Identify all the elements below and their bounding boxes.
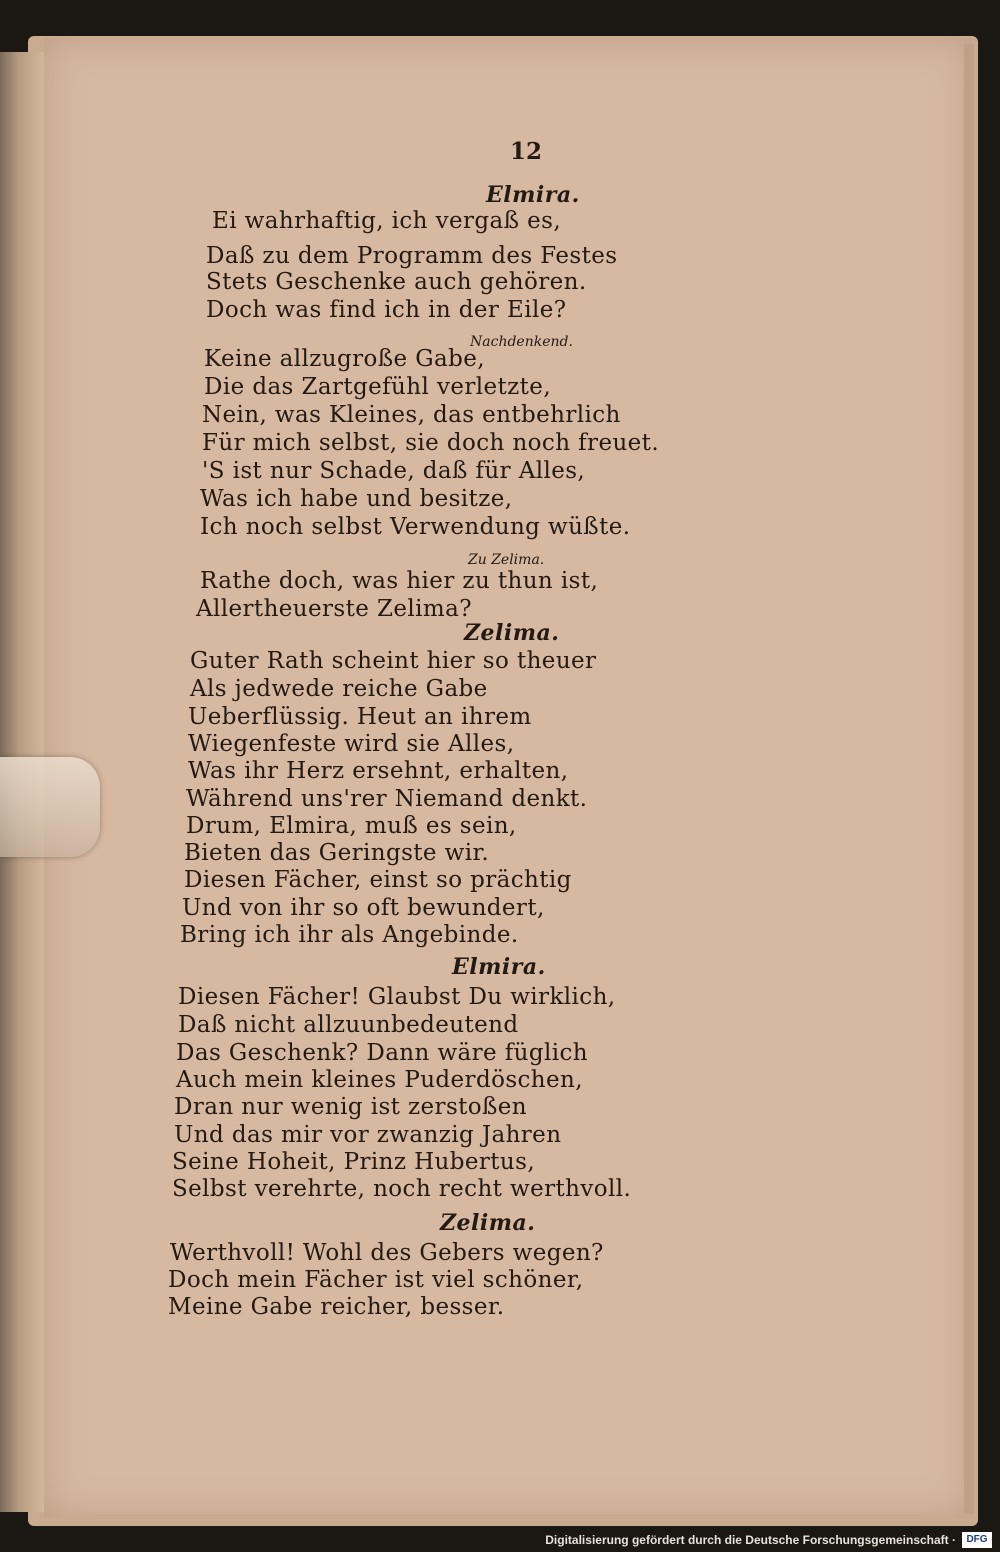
verse-line: Was ihr Herz ersehnt, erhalten, <box>188 758 569 784</box>
verse-line: Für mich selbst, sie doch noch freuet. <box>202 430 660 456</box>
verse-line: Seine Hoheit, Prinz Hubertus, <box>172 1149 536 1175</box>
verse-line: Werthvoll! Wohl des Gebers wegen? <box>170 1240 604 1266</box>
verse-line: Rathe doch, was hier zu thun ist, <box>200 568 599 594</box>
verse-line: Das Geschenk? Dann wäre füglich <box>176 1040 589 1066</box>
verse-line: Selbst verehrte, noch recht werthvoll. <box>172 1176 632 1202</box>
verse-line: Allertheuerste Zelima? <box>196 596 472 622</box>
funding-credit: Digitalisierung gefördert durch die Deutsche Forschungsgemeinschaft · <box>545 1533 956 1547</box>
verse-line: Ei wahrhaftig, ich vergaß es, <box>212 208 562 234</box>
footer-bar <box>0 1528 1000 1552</box>
verse-line: Guter Rath scheint hier so theuer <box>190 648 597 674</box>
verse-line: Bieten das Geringste wir. <box>184 840 490 866</box>
verse-line: Ueberflüssig. Heut an ihrem <box>188 704 532 730</box>
speaker-zelima: Zelima. <box>440 1210 536 1236</box>
speaker-elmira: Elmira. <box>452 954 546 980</box>
verse-line: Und von ihr so oft bewundert, <box>182 895 545 921</box>
verse-line: Bring ich ihr als Angebinde. <box>180 922 519 948</box>
speaker-zelima: Zelima. <box>464 620 560 646</box>
verse-line: Keine allzugroße Gabe, <box>204 346 486 372</box>
verse-line: Diesen Fächer! Glaubst Du wirklich, <box>178 984 616 1010</box>
verse-line: Dran nur wenig ist zerstoßen <box>174 1094 528 1120</box>
verse-line: Was ich habe und besitze, <box>200 486 513 512</box>
stage-direction: Zu Zelima. <box>468 552 545 568</box>
verse-line: Meine Gabe reicher, besser. <box>168 1294 505 1320</box>
verse-line: 'S ist nur Schade, daß für Alles, <box>202 458 586 484</box>
verse-line: Die das Zartgefühl verletzte, <box>204 374 552 400</box>
verse-line: Daß nicht allzuunbedeutend <box>178 1012 519 1038</box>
verse-line: Ich noch selbst Verwendung wüßte. <box>200 514 631 540</box>
verse-line: Doch was find ich in der Eile? <box>206 297 567 323</box>
verse-line: Während uns'rer Niemand denkt. <box>186 786 588 812</box>
verse-line: Nein, was Kleines, das entbehrlich <box>202 402 621 428</box>
dfg-logo: DFG <box>962 1532 992 1548</box>
verse-line: Und das mir vor zwanzig Jahren <box>174 1122 562 1148</box>
verse-line: Wiegenfeste wird sie Alles, <box>188 731 515 757</box>
verse-line: Diesen Fächer, einst so prächtig <box>184 867 572 893</box>
verse-line: Als jedwede reiche Gabe <box>190 676 488 702</box>
verse-line: Drum, Elmira, muß es sein, <box>186 813 517 839</box>
verse-line: Auch mein kleines Puderdöschen, <box>176 1067 583 1093</box>
page-number: 12 <box>510 138 543 165</box>
speaker-elmira: Elmira. <box>486 182 580 208</box>
verse-line: Daß zu dem Programm des Festes <box>206 243 618 269</box>
verse-line: Stets Geschenke auch gehören. <box>206 269 587 295</box>
stage-direction: Nachdenkend. <box>470 334 573 350</box>
verse-line: Doch mein Fächer ist viel schöner, <box>168 1267 584 1293</box>
